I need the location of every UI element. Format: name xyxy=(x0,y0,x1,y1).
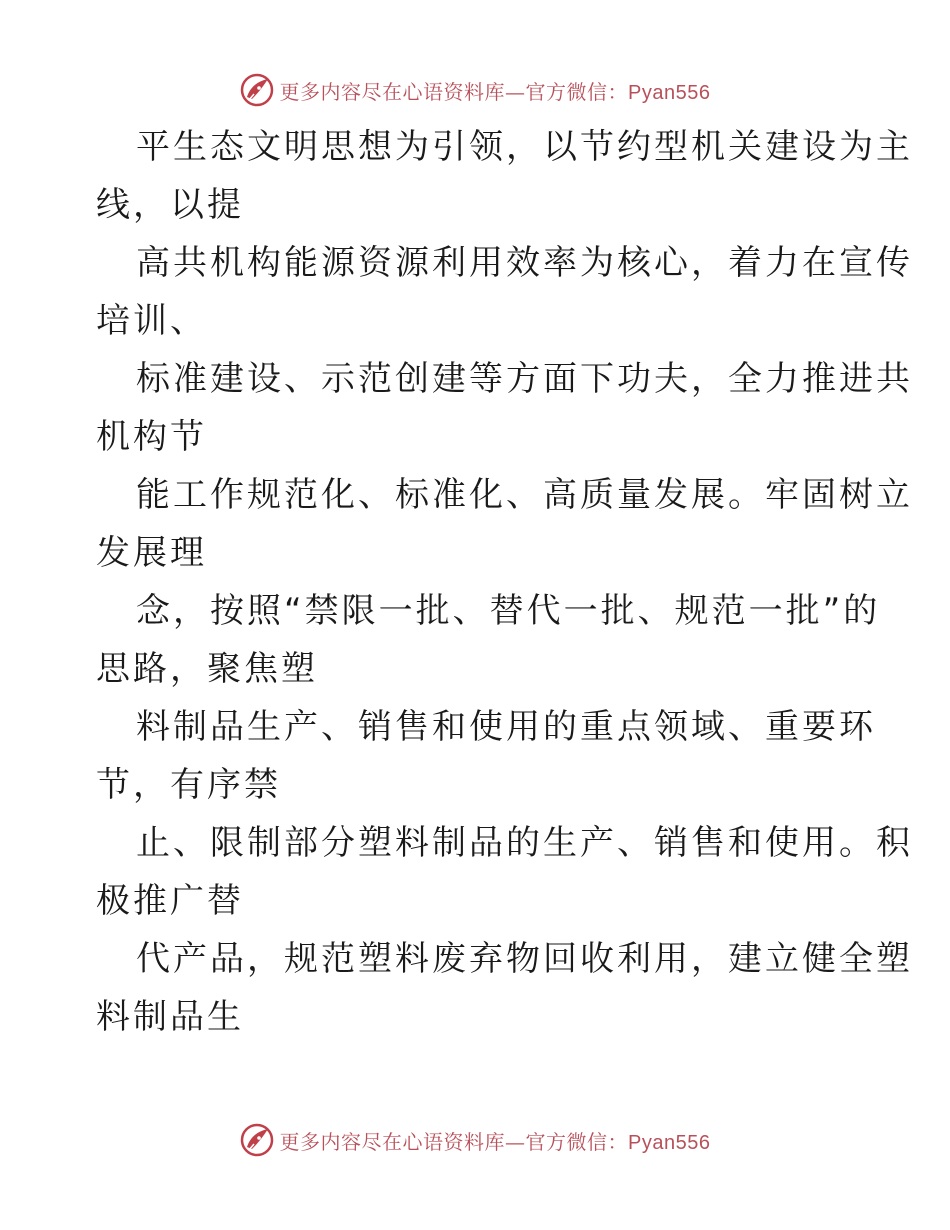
line-wrap-part: 线，以提 xyxy=(96,185,244,225)
header-contact-id: Pyan556 xyxy=(628,81,711,104)
paragraph-line xyxy=(96,582,881,698)
footer-contact-id: Pyan556 xyxy=(628,1131,711,1154)
line-wrap-part: 机构节 xyxy=(96,417,207,457)
line-first-part: 念，按照“禁限一批、替代一批、规范一批”的 xyxy=(136,591,881,631)
line-first-part: 标准建设、示范创建等方面下功夫，全力推进共 xyxy=(136,359,913,399)
line-wrap-part: 极推广替 xyxy=(96,881,244,921)
footer-contact-label: 官方微信： xyxy=(525,1129,629,1154)
paragraph-line xyxy=(96,234,913,350)
line-first-part: 止、限制部分塑料制品的生产、销售和使用。积 xyxy=(136,823,913,863)
footer-site-text xyxy=(280,1126,711,1155)
line-wrap-part: 料制品生 xyxy=(96,997,244,1037)
line-first-part: 能工作规范化、标准化、高质量发展。牢固树立 xyxy=(136,475,913,515)
header-banner xyxy=(0,70,950,110)
header-contact-label: 官方微信： xyxy=(525,79,629,104)
paragraph-line xyxy=(96,930,913,1046)
header-site-name: 更多内容尽在心语资料库 xyxy=(279,79,506,104)
line-first-part: 代产品，规范塑料废弃物回收利用，建立健全塑 xyxy=(136,939,913,979)
header-site-text xyxy=(280,76,711,105)
line-first-part: 平生态文明思想为引领，以节约型机关建设为主 xyxy=(136,127,913,167)
line-wrap-part: 思路，聚焦塑 xyxy=(96,649,318,689)
line-first-part: 料制品生产、销售和使用的重点领域、重要环 xyxy=(136,707,876,747)
paragraph-line xyxy=(96,814,913,930)
paragraph-line xyxy=(96,698,876,814)
line-wrap-part: 发展理 xyxy=(96,533,207,573)
line-first-part: 高共机构能源资源利用效率为核心，着力在宣传 xyxy=(136,243,913,283)
line-wrap-part: 培训、 xyxy=(96,301,207,341)
header-separator: — xyxy=(505,79,526,104)
paragraph-line xyxy=(96,118,913,234)
pen-nib-logo-icon xyxy=(240,1123,274,1157)
document-body xyxy=(96,118,913,1046)
pen-nib-logo-icon xyxy=(240,73,274,107)
paragraph-line xyxy=(96,350,913,466)
footer-banner xyxy=(0,1120,950,1160)
line-wrap-part: 节，有序禁 xyxy=(96,765,281,805)
footer-separator: — xyxy=(505,1129,526,1154)
paragraph-line xyxy=(96,466,913,582)
footer-site-name: 更多内容尽在心语资料库 xyxy=(279,1129,506,1154)
